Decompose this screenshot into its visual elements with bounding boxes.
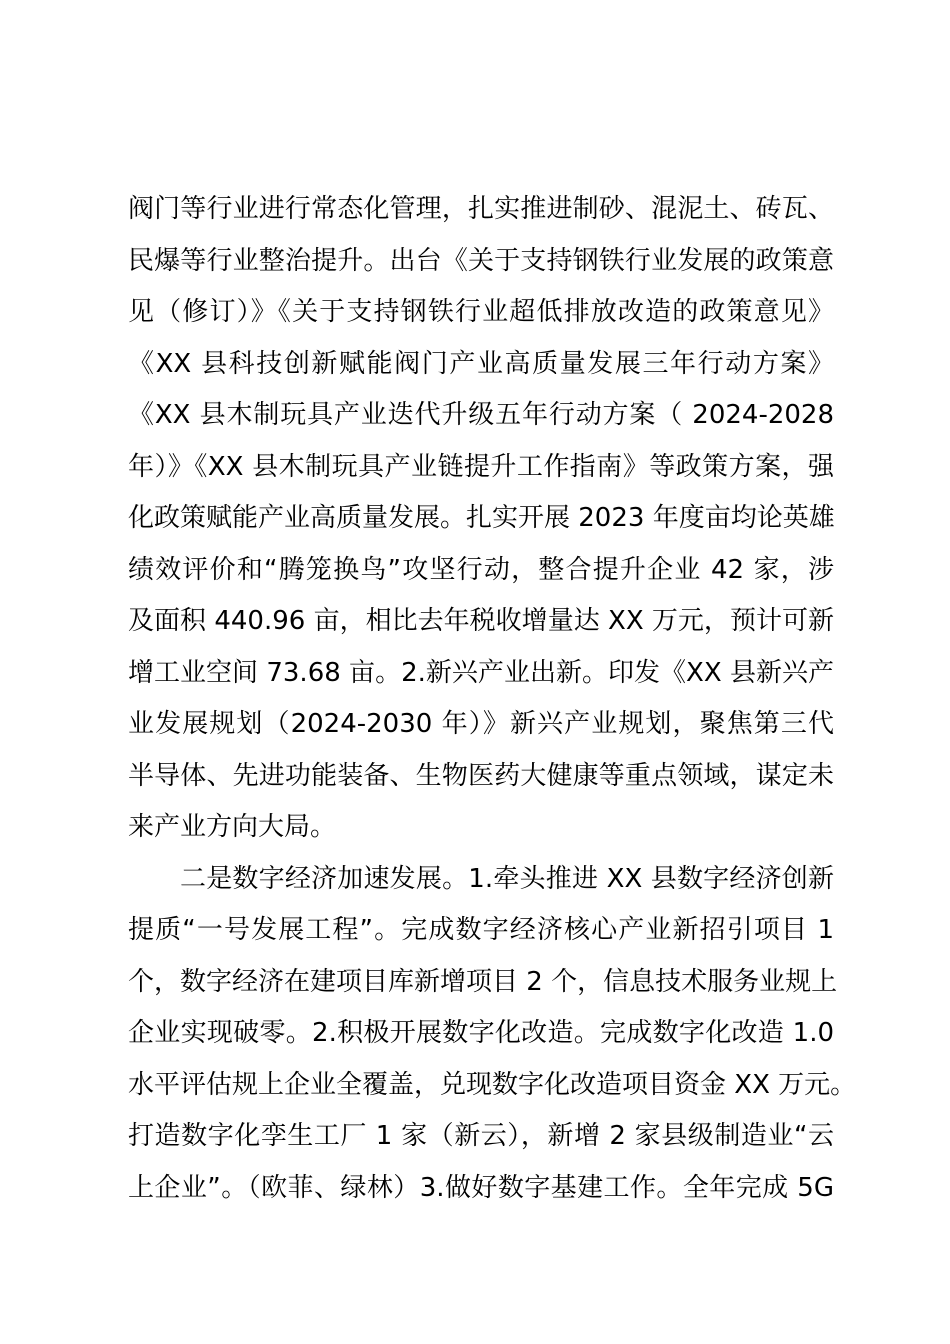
text-line-6: 年）》《XX 县木制玩具产业链提升工作指南》等政策方案，强	[128, 451, 834, 482]
text-line-7: 化政策赋能产业高质量发展。扎实开展 2023 年度亩均论英雄	[128, 503, 835, 533]
text-line-19: 打造数字化孪生工厂 1 家（新云），新增 2 家县级制造业“云	[128, 1121, 834, 1151]
text-line-8: 绩效评价和“腾笼换鸟”攻坚行动，整合提升企业 42 家，涉	[128, 554, 834, 585]
text-line-16: 个，数字经济在建项目库新增项目 2 个，信息技术服务业规上	[128, 966, 838, 997]
text-line-18: 水平评估规上企业全覆盖，兑现数字化改造项目资金 XX 万元。	[128, 1069, 857, 1100]
text-line-17: 企业实现破零。2.积极开展数字化改造。完成数字化改造 1.0	[128, 1018, 834, 1048]
text-line-15: 提质“一号发展工程”。完成数字经济核心产业新招引项目 1	[128, 915, 834, 945]
text-line-20: 上企业”。（欧菲、绿林）3.做好数字基建工作。全年完成 5G	[128, 1172, 834, 1203]
text-line-14: 二是数字经济加速发展。1.牵头推进 XX 县数字经济创新	[180, 863, 834, 894]
text-line-2: 民爆等行业整治提升。出台《关于支持钢铁行业发展的政策意	[128, 245, 834, 276]
text-line-4: 《XX 县科技创新赋能阀门产业高质量发展三年行动方案》	[128, 348, 834, 379]
text-line-13: 来产业方向大局。	[128, 812, 337, 842]
text-line-11: 业发展规划（2024-2030 年）》新兴产业规划，聚焦第三代	[128, 709, 834, 739]
text-line-12: 半导体、先进功能装备、生物医药大健康等重点领域，谋定未	[128, 760, 834, 791]
text-line-1: 阀门等行业进行常态化管理，扎实推进制砂、混泥土、砖瓦、	[128, 194, 834, 224]
body-text	[128, 184, 857, 1214]
text-line-10: 增工业空间 73.68 亩。2.新兴产业出新。印发《XX 县新兴产	[128, 657, 834, 688]
text-line-3: 见（修订）》《关于支持钢铁行业超低排放改造的政策意见》	[128, 297, 834, 327]
text-line-9: 及面积 440.96 亩，相比去年税收增量达 XX 万元，预计可新	[128, 606, 834, 636]
text-line-5: 《XX 县木制玩具产业迭代升级五年行动方案（ 2024-2028	[128, 400, 834, 430]
